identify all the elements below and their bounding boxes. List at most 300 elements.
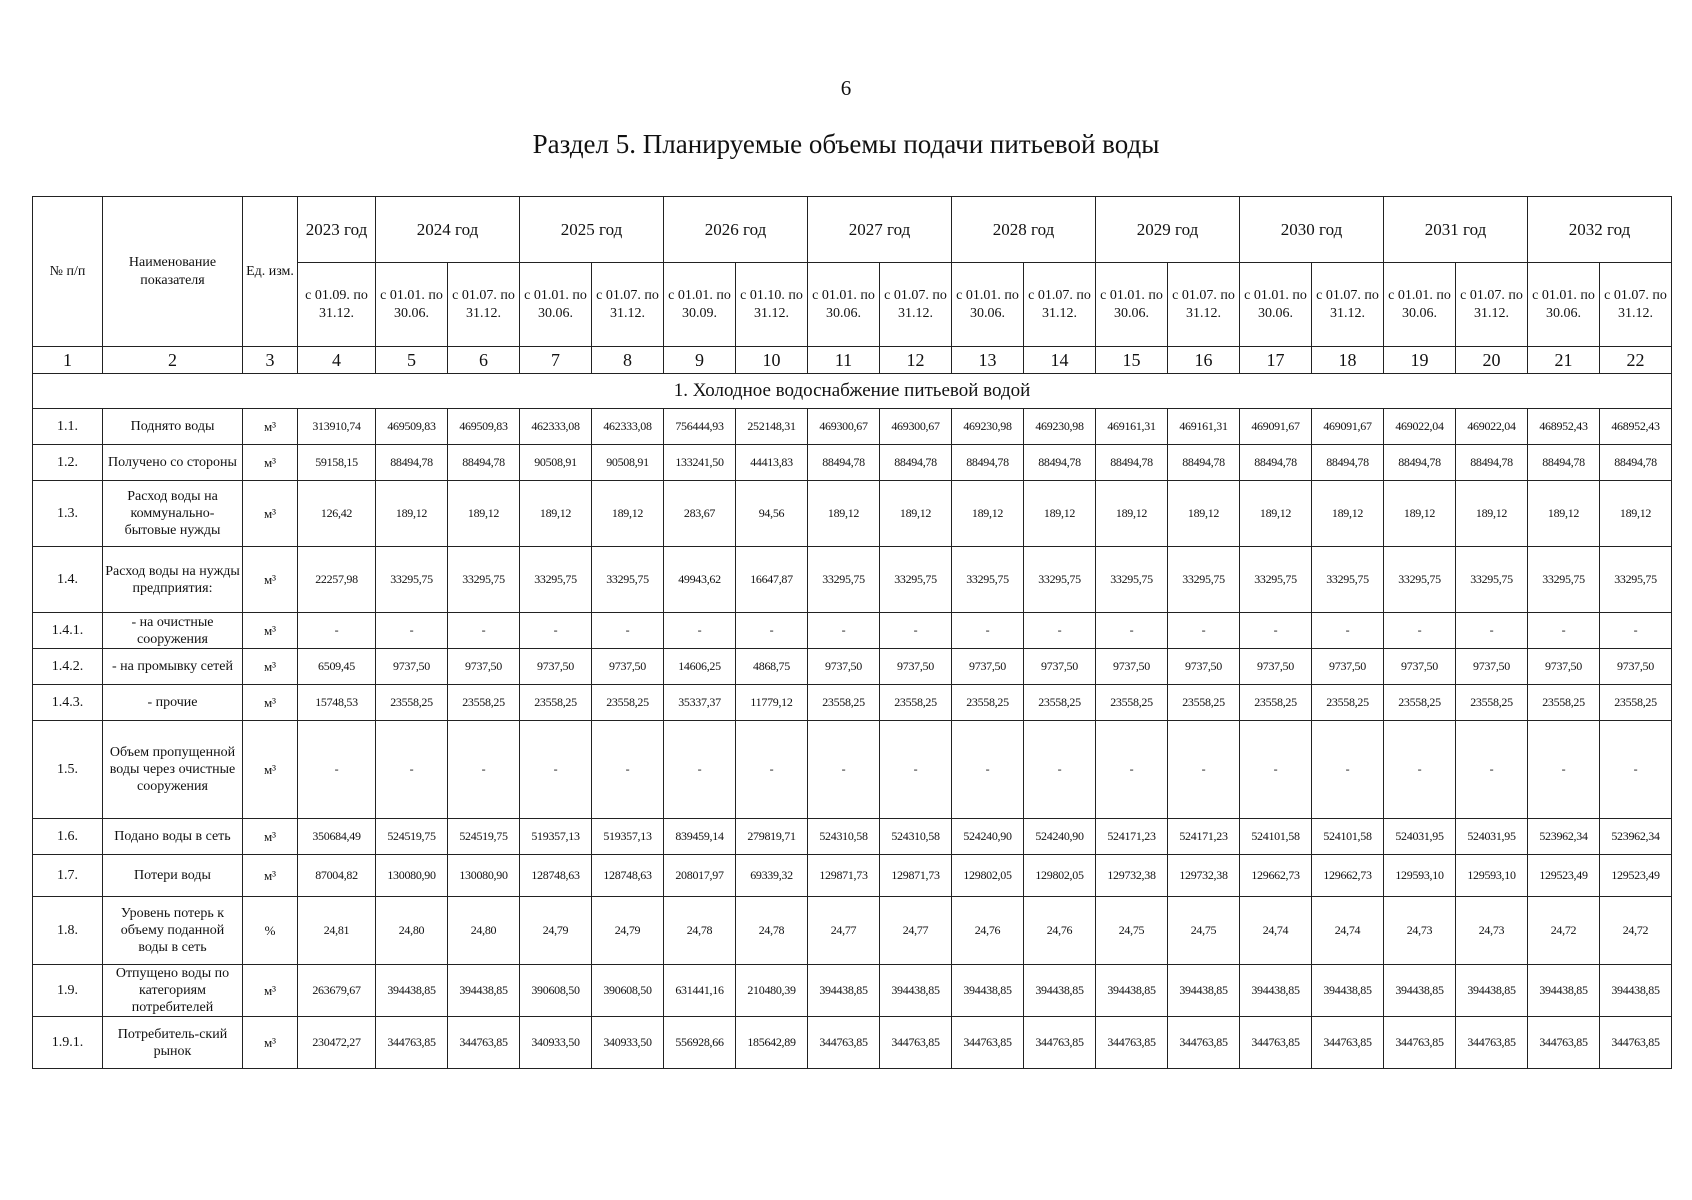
- row-value: 23558,25: [1528, 685, 1600, 721]
- column-number: 18: [1312, 347, 1384, 374]
- row-number: 1.4.2.: [33, 649, 103, 685]
- row-value: 6509,45: [298, 649, 376, 685]
- row-value: 33295,75: [1600, 547, 1672, 613]
- row-value: -: [520, 721, 592, 819]
- header-period: с 01.01. по 30.06.: [808, 263, 880, 347]
- header-year: 2026 год: [664, 197, 808, 263]
- row-value: 130080,90: [376, 855, 448, 897]
- row-value: 23558,25: [1600, 685, 1672, 721]
- row-value: -: [1096, 613, 1168, 649]
- row-value: -: [1240, 721, 1312, 819]
- row-value: 24,77: [808, 897, 880, 965]
- row-value: 23558,25: [376, 685, 448, 721]
- row-value: 9737,50: [592, 649, 664, 685]
- row-value: 462333,08: [592, 409, 664, 445]
- header-period: с 01.07. по 31.12.: [1600, 263, 1672, 347]
- header-period: с 01.01. по 30.06.: [1096, 263, 1168, 347]
- row-value: 129523,49: [1528, 855, 1600, 897]
- row-name: Уровень потерь к объему поданной воды в сеть: [103, 897, 243, 965]
- row-value: 33295,75: [880, 547, 952, 613]
- row-value: 24,73: [1384, 897, 1456, 965]
- row-value: 133241,50: [664, 445, 736, 481]
- row-value: 394438,85: [808, 965, 880, 1017]
- row-value: 283,67: [664, 481, 736, 547]
- row-value: 9737,50: [1240, 649, 1312, 685]
- row-value: 88494,78: [1528, 445, 1600, 481]
- header-year: 2025 год: [520, 197, 664, 263]
- row-unit: м³: [243, 855, 298, 897]
- row-value: 524519,75: [448, 819, 520, 855]
- row-value: 189,12: [1312, 481, 1384, 547]
- row-value: 524171,23: [1168, 819, 1240, 855]
- header-year: 2030 год: [1240, 197, 1384, 263]
- row-value: 9737,50: [1528, 649, 1600, 685]
- row-value: 468952,43: [1528, 409, 1600, 445]
- row-value: 469230,98: [952, 409, 1024, 445]
- table-row: [33, 965, 1672, 1017]
- row-value: 524310,58: [880, 819, 952, 855]
- row-number: 1.1.: [33, 409, 103, 445]
- header-period: с 01.07. по 31.12.: [448, 263, 520, 347]
- table-row: [33, 649, 1672, 685]
- row-number: 1.5.: [33, 721, 103, 819]
- row-value: 88494,78: [1240, 445, 1312, 481]
- row-value: 462333,08: [520, 409, 592, 445]
- row-name: Расход воды на нужды предприятия:: [103, 547, 243, 613]
- column-number: 10: [736, 347, 808, 374]
- row-value: -: [952, 613, 1024, 649]
- row-value: 88494,78: [1096, 445, 1168, 481]
- column-number: 17: [1240, 347, 1312, 374]
- row-value: 469022,04: [1384, 409, 1456, 445]
- row-value: 23558,25: [1456, 685, 1528, 721]
- row-value: 33295,75: [952, 547, 1024, 613]
- row-value: -: [1600, 613, 1672, 649]
- row-number: 1.4.1.: [33, 613, 103, 649]
- header-period: с 01.07. по 31.12.: [1024, 263, 1096, 347]
- header-period: с 01.01. по 30.06.: [1528, 263, 1600, 347]
- row-value: 394438,85: [448, 965, 520, 1017]
- row-value: 88494,78: [1024, 445, 1096, 481]
- row-value: 469161,31: [1096, 409, 1168, 445]
- row-value: -: [1600, 721, 1672, 819]
- row-value: 469230,98: [1024, 409, 1096, 445]
- header-year-row: [33, 197, 1672, 263]
- row-value: 33295,75: [1456, 547, 1528, 613]
- header-period: с 01.07. по 31.12.: [1456, 263, 1528, 347]
- row-value: 33295,75: [1312, 547, 1384, 613]
- row-name: Объем пропущенной воды через очистные сооружения: [103, 721, 243, 819]
- row-value: -: [664, 613, 736, 649]
- row-unit: м³: [243, 547, 298, 613]
- row-unit: м³: [243, 965, 298, 1017]
- row-value: 469161,31: [1168, 409, 1240, 445]
- row-value: 9737,50: [880, 649, 952, 685]
- row-value: 394438,85: [1312, 965, 1384, 1017]
- row-value: -: [1168, 721, 1240, 819]
- row-value: 524101,58: [1240, 819, 1312, 855]
- row-value: 189,12: [952, 481, 1024, 547]
- row-value: 23558,25: [1384, 685, 1456, 721]
- row-value: 340933,50: [520, 1017, 592, 1069]
- row-value: 631441,16: [664, 965, 736, 1017]
- row-value: -: [448, 613, 520, 649]
- row-unit: м³: [243, 613, 298, 649]
- row-value: -: [880, 721, 952, 819]
- row-value: 33295,75: [1240, 547, 1312, 613]
- row-value: 129662,73: [1240, 855, 1312, 897]
- row-value: 88494,78: [376, 445, 448, 481]
- column-number: 9: [664, 347, 736, 374]
- row-value: 394438,85: [1384, 965, 1456, 1017]
- row-value: 394438,85: [1240, 965, 1312, 1017]
- column-number-row: [33, 347, 1672, 374]
- row-value: 185642,89: [736, 1017, 808, 1069]
- row-value: -: [1528, 721, 1600, 819]
- row-value: 344763,85: [1312, 1017, 1384, 1069]
- row-number: 1.4.3.: [33, 685, 103, 721]
- row-value: 33295,75: [376, 547, 448, 613]
- column-number: 16: [1168, 347, 1240, 374]
- header-year: 2028 год: [952, 197, 1096, 263]
- row-number: 1.4.: [33, 547, 103, 613]
- header-period: с 01.01. по 30.06.: [1240, 263, 1312, 347]
- row-value: 524240,90: [952, 819, 1024, 855]
- row-value: 24,80: [448, 897, 520, 965]
- row-value: 344763,85: [1096, 1017, 1168, 1069]
- row-value: 9737,50: [952, 649, 1024, 685]
- row-value: 23558,25: [1312, 685, 1384, 721]
- row-value: 88494,78: [952, 445, 1024, 481]
- row-value: 394438,85: [880, 965, 952, 1017]
- row-value: 189,12: [1024, 481, 1096, 547]
- table-row: [33, 819, 1672, 855]
- column-number: 21: [1528, 347, 1600, 374]
- row-value: 524031,95: [1456, 819, 1528, 855]
- row-value: 189,12: [1600, 481, 1672, 547]
- row-value: 344763,85: [1456, 1017, 1528, 1069]
- table-row: [33, 481, 1672, 547]
- column-number: 15: [1096, 347, 1168, 374]
- row-value: 208017,97: [664, 855, 736, 897]
- page-number: 6: [840, 76, 852, 100]
- row-value: 344763,85: [1240, 1017, 1312, 1069]
- row-value: 129871,73: [808, 855, 880, 897]
- header-year: 2031 год: [1384, 197, 1528, 263]
- row-value: 88494,78: [1168, 445, 1240, 481]
- column-number: 2: [103, 347, 243, 374]
- row-value: 14606,25: [664, 649, 736, 685]
- row-value: 33295,75: [592, 547, 664, 613]
- row-value: 88494,78: [1312, 445, 1384, 481]
- data-table: [32, 196, 1672, 1069]
- table-row: [33, 855, 1672, 897]
- row-value: 189,12: [448, 481, 520, 547]
- column-number: 7: [520, 347, 592, 374]
- row-unit: м³: [243, 649, 298, 685]
- row-value: 9737,50: [1024, 649, 1096, 685]
- row-number: 1.3.: [33, 481, 103, 547]
- row-value: 523962,34: [1528, 819, 1600, 855]
- row-value: 24,75: [1096, 897, 1168, 965]
- row-value: 87004,82: [298, 855, 376, 897]
- header-period: с 01.01. по 30.09.: [664, 263, 736, 347]
- column-number: 5: [376, 347, 448, 374]
- row-value: 33295,75: [1384, 547, 1456, 613]
- row-name: Потребитель-ский рынок: [103, 1017, 243, 1069]
- row-value: 9737,50: [520, 649, 592, 685]
- row-value: 394438,85: [1024, 965, 1096, 1017]
- row-value: 344763,85: [1384, 1017, 1456, 1069]
- row-value: 24,72: [1528, 897, 1600, 965]
- row-value: 90508,91: [592, 445, 664, 481]
- row-value: -: [736, 613, 808, 649]
- row-value: 469091,67: [1312, 409, 1384, 445]
- header-name: Наименование показателя: [103, 197, 243, 347]
- row-value: 9737,50: [448, 649, 520, 685]
- column-number: 13: [952, 347, 1024, 374]
- row-value: 390608,50: [520, 965, 592, 1017]
- row-value: 33295,75: [520, 547, 592, 613]
- row-value: -: [1168, 613, 1240, 649]
- header-year: 2029 год: [1096, 197, 1240, 263]
- row-value: 189,12: [592, 481, 664, 547]
- row-value: 189,12: [1528, 481, 1600, 547]
- row-number: 1.9.: [33, 965, 103, 1017]
- row-value: 394438,85: [376, 965, 448, 1017]
- header-year: 2023 год: [298, 197, 376, 263]
- row-value: 88494,78: [1384, 445, 1456, 481]
- row-value: 9737,50: [1384, 649, 1456, 685]
- row-value: 394438,85: [1600, 965, 1672, 1017]
- row-value: 189,12: [520, 481, 592, 547]
- row-value: -: [376, 613, 448, 649]
- row-unit: м³: [243, 409, 298, 445]
- row-value: 9737,50: [1312, 649, 1384, 685]
- row-name: Потери воды: [103, 855, 243, 897]
- column-number: 20: [1456, 347, 1528, 374]
- row-value: 523962,34: [1600, 819, 1672, 855]
- row-value: 88494,78: [448, 445, 520, 481]
- page-title: Раздел 5. Планируемые объемы подачи питьевой воды: [532, 129, 1160, 159]
- row-unit: м³: [243, 685, 298, 721]
- row-value: 394438,85: [1096, 965, 1168, 1017]
- row-value: -: [952, 721, 1024, 819]
- row-value: 340933,50: [592, 1017, 664, 1069]
- row-name: Подано воды в сеть: [103, 819, 243, 855]
- header-year: 2032 год: [1528, 197, 1672, 263]
- table-row: [33, 1017, 1672, 1069]
- row-value: 33295,75: [448, 547, 520, 613]
- row-value: -: [808, 613, 880, 649]
- row-value: -: [592, 613, 664, 649]
- row-value: 88494,78: [1600, 445, 1672, 481]
- row-value: -: [1240, 613, 1312, 649]
- row-value: 33295,75: [1024, 547, 1096, 613]
- row-value: -: [520, 613, 592, 649]
- row-value: 33295,75: [1528, 547, 1600, 613]
- row-value: 469509,83: [376, 409, 448, 445]
- row-number: 1.6.: [33, 819, 103, 855]
- table-row: [33, 685, 1672, 721]
- row-value: 49943,62: [664, 547, 736, 613]
- row-value: -: [1456, 721, 1528, 819]
- row-value: -: [298, 613, 376, 649]
- row-unit: м³: [243, 819, 298, 855]
- row-value: -: [880, 613, 952, 649]
- table-row: [33, 721, 1672, 819]
- row-value: 313910,74: [298, 409, 376, 445]
- row-value: 23558,25: [592, 685, 664, 721]
- row-value: 189,12: [376, 481, 448, 547]
- row-value: 129662,73: [1312, 855, 1384, 897]
- header-year: 2027 год: [808, 197, 952, 263]
- row-value: 9737,50: [808, 649, 880, 685]
- row-value: 59158,15: [298, 445, 376, 481]
- row-value: 279819,71: [736, 819, 808, 855]
- row-value: 24,81: [298, 897, 376, 965]
- row-value: 189,12: [1240, 481, 1312, 547]
- row-value: 94,56: [736, 481, 808, 547]
- row-value: 394438,85: [952, 965, 1024, 1017]
- column-number: 6: [448, 347, 520, 374]
- row-value: 130080,90: [448, 855, 520, 897]
- row-value: 469022,04: [1456, 409, 1528, 445]
- row-value: 129593,10: [1384, 855, 1456, 897]
- row-unit: м³: [243, 445, 298, 481]
- row-value: 519357,13: [520, 819, 592, 855]
- row-name: Получено со стороны: [103, 445, 243, 481]
- row-value: 189,12: [808, 481, 880, 547]
- row-value: 88494,78: [808, 445, 880, 481]
- row-value: -: [664, 721, 736, 819]
- row-value: 15748,53: [298, 685, 376, 721]
- row-value: 129523,49: [1600, 855, 1672, 897]
- column-number: 14: [1024, 347, 1096, 374]
- header-period: с 01.01. по 30.06.: [376, 263, 448, 347]
- row-value: 24,78: [664, 897, 736, 965]
- row-unit: %: [243, 897, 298, 965]
- row-value: 839459,14: [664, 819, 736, 855]
- row-value: 469300,67: [880, 409, 952, 445]
- table-row: [33, 445, 1672, 481]
- row-value: 344763,85: [448, 1017, 520, 1069]
- row-value: 126,42: [298, 481, 376, 547]
- row-value: -: [376, 721, 448, 819]
- row-value: 189,12: [1384, 481, 1456, 547]
- row-name: - прочие: [103, 685, 243, 721]
- row-value: -: [1024, 613, 1096, 649]
- row-value: 344763,85: [880, 1017, 952, 1069]
- row-value: 390608,50: [592, 965, 664, 1017]
- header-period: с 01.01. по 30.06.: [520, 263, 592, 347]
- row-value: 129732,38: [1168, 855, 1240, 897]
- row-value: 129802,05: [1024, 855, 1096, 897]
- row-value: -: [1096, 721, 1168, 819]
- row-value: 524171,23: [1096, 819, 1168, 855]
- row-value: 69339,32: [736, 855, 808, 897]
- row-number: 1.2.: [33, 445, 103, 481]
- row-value: 23558,25: [952, 685, 1024, 721]
- row-value: -: [592, 721, 664, 819]
- row-value: 210480,39: [736, 965, 808, 1017]
- row-value: -: [736, 721, 808, 819]
- row-value: 4868,75: [736, 649, 808, 685]
- row-value: 24,76: [1024, 897, 1096, 965]
- row-value: 344763,85: [1024, 1017, 1096, 1069]
- header-num: № п/п: [33, 197, 103, 347]
- row-value: 24,72: [1600, 897, 1672, 965]
- row-value: 24,74: [1240, 897, 1312, 965]
- row-value: 128748,63: [520, 855, 592, 897]
- row-value: 88494,78: [880, 445, 952, 481]
- row-value: 23558,25: [1096, 685, 1168, 721]
- row-name: Отпущено воды по категориям потребителей: [103, 965, 243, 1017]
- row-value: 24,75: [1168, 897, 1240, 965]
- row-unit: м³: [243, 1017, 298, 1069]
- header-period: с 01.07. по 31.12.: [880, 263, 952, 347]
- section-title: 1. Холодное водоснабжение питьевой водой: [33, 374, 1672, 409]
- column-number: 12: [880, 347, 952, 374]
- row-value: 11779,12: [736, 685, 808, 721]
- row-name: Расход воды на коммунально-бытовые нужды: [103, 481, 243, 547]
- header-period: с 01.01. по 30.06.: [952, 263, 1024, 347]
- row-value: 33295,75: [808, 547, 880, 613]
- row-value: 33295,75: [1168, 547, 1240, 613]
- header-period: с 01.07. по 31.12.: [1168, 263, 1240, 347]
- row-value: 468952,43: [1600, 409, 1672, 445]
- row-value: 469300,67: [808, 409, 880, 445]
- row-unit: м³: [243, 721, 298, 819]
- row-value: 23558,25: [1024, 685, 1096, 721]
- table-row: [33, 409, 1672, 445]
- row-value: -: [1384, 721, 1456, 819]
- row-value: 24,80: [376, 897, 448, 965]
- header-period: с 01.10. по 31.12.: [736, 263, 808, 347]
- header-unit: Ед. изм.: [243, 197, 298, 347]
- row-number: 1.7.: [33, 855, 103, 897]
- column-number: 4: [298, 347, 376, 374]
- row-value: 519357,13: [592, 819, 664, 855]
- row-value: 129593,10: [1456, 855, 1528, 897]
- row-value: 556928,66: [664, 1017, 736, 1069]
- row-name: - на очистные сооружения: [103, 613, 243, 649]
- row-value: -: [1312, 613, 1384, 649]
- row-value: 24,79: [520, 897, 592, 965]
- row-value: -: [448, 721, 520, 819]
- row-value: 88494,78: [1456, 445, 1528, 481]
- row-value: 9737,50: [1096, 649, 1168, 685]
- row-value: 524031,95: [1384, 819, 1456, 855]
- row-value: 23558,25: [448, 685, 520, 721]
- column-number: 19: [1384, 347, 1456, 374]
- section-row: [33, 374, 1672, 409]
- column-number: 11: [808, 347, 880, 374]
- row-value: 344763,85: [952, 1017, 1024, 1069]
- row-value: 394438,85: [1456, 965, 1528, 1017]
- row-value: -: [1456, 613, 1528, 649]
- row-value: 23558,25: [520, 685, 592, 721]
- row-value: 344763,85: [1528, 1017, 1600, 1069]
- table-row: [33, 547, 1672, 613]
- row-value: 524519,75: [376, 819, 448, 855]
- column-number: 1: [33, 347, 103, 374]
- row-value: 524101,58: [1312, 819, 1384, 855]
- row-value: 23558,25: [1168, 685, 1240, 721]
- row-value: 9737,50: [1600, 649, 1672, 685]
- row-value: -: [1024, 721, 1096, 819]
- row-value: 189,12: [1168, 481, 1240, 547]
